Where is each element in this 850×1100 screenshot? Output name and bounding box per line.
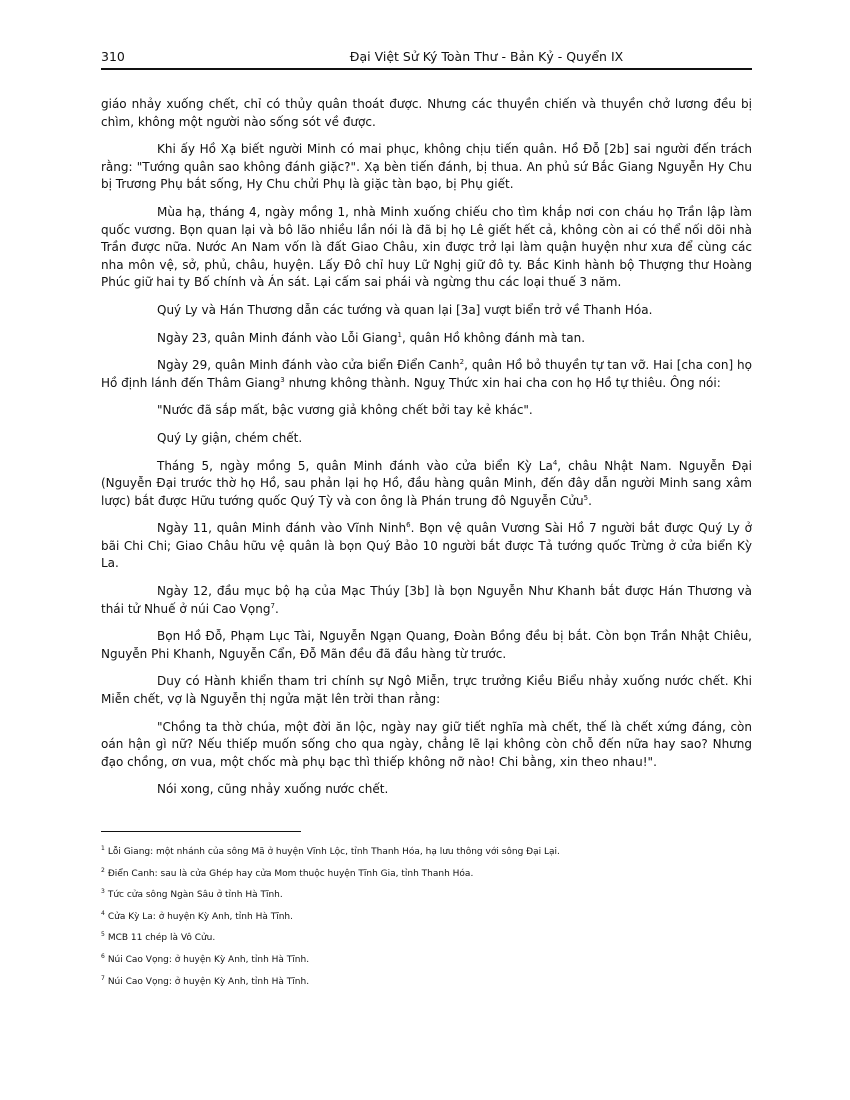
- footnote: [101, 976, 752, 989]
- footnote-ref[interactable]: 2: [459, 358, 465, 367]
- footnote-number: 2: [101, 866, 105, 874]
- footnote-number: 5: [101, 931, 105, 939]
- paragraph-text: Nói xong, cũng nhảy xuống nước chết.: [157, 782, 389, 797]
- footnote-ref[interactable]: 7: [270, 601, 275, 610]
- quote-text: "Chồng ta thờ chúa, một đời ăn lộc, ngày nay giữ tiết nghĩa mà chết, thế là chết xứng đáng, còn oán hận gì nữ? Nếu thiếp muốn sống cho qua ngày, chẳng lẽ lại không còn chỗ đến nữa hay sao? Nhưng đạo chồng, ơn vua, một chốc mà phụ bạc thì thiếp không nỡ nào! Chi bằng, xin theo nhau!".: [101, 719, 752, 769]
- paragraph: [101, 302, 752, 320]
- footnote-text: Cửa Kỳ La: ở huyện Kỳ Anh, tỉnh Hà Tĩnh.: [107, 911, 293, 922]
- paragraph-text: . Bọn vệ quân Vương Sài Hồ 7 người bắt được Quý Ly ở bãi Chi Chi; Giao Châu hữu vệ quân là bọn Quý Bảo 10 người bắt được Tả tướng quốc Trừng ở cửa biển Kỳ La.: [101, 521, 753, 571]
- footnote-text: Lỗi Giang: một nhánh của sông Mã ở huyện Vĩnh Lộc, tỉnh Thanh Hóa, hạ lưu thông với sông Đại Lại.: [107, 847, 560, 857]
- footnote-ref[interactable]: 5: [583, 493, 589, 502]
- paragraph: [101, 520, 752, 573]
- footnote-number: 6: [101, 952, 105, 960]
- paragraph-text: Ngày 23, quân Minh đánh vào Lỗi Giang: [157, 330, 398, 345]
- paragraph-text: Ngày 12, đầu mục bộ hạ của Mạc Thúy [3b] là bọn Nguyễn Như Khanh bắt được Hán Thương và thái tử Nhuế ở núi Cao Vọng: [101, 584, 752, 616]
- footnote: [101, 846, 752, 859]
- paragraph-text: Quý Ly và Hán Thương dẫn các tướng và quan lại [3a] vượt biển trở về Thanh Hóa.: [157, 302, 653, 317]
- footnote-text: MCB 11 chép là Vô Cửu.: [107, 933, 216, 944]
- paragraph-text: Tháng 5, ngày mồng 5, quân Minh đánh vào cửa biển Kỳ La: [157, 458, 553, 473]
- paragraph: [101, 628, 752, 663]
- paragraph-text: , châu Nhật Nam. Nguyễn Đại (Nguyễn Đại trước thờ họ Hồ, sau phản lại họ Hồ, đầu hàng quân Minh, đến đây dẫn người Minh sang xâm lược) bắt được Hữu tướng quốc Quý Tỳ và con ông là Phán trung đô Nguyễn Cửu: [101, 458, 752, 508]
- paragraph-text: giáo nhảy xuống chết, chỉ có thủy quân thoát được. Nhưng các thuyền chiến và thuyền chở lương đều bị chìm, không một người nào sống sót về được.: [101, 97, 752, 129]
- document-page: [101, 0, 752, 1100]
- paragraph-text: Duy có Hành khiển tham tri chính sự Ngô Miễn, trực trưởng Kiều Biểu nhảy xuống nước chết. Khi Miễn chết, vợ là Nguyễn thị ngửa mặt lên trời than rằng:: [101, 674, 752, 707]
- footnote-number: 3: [101, 888, 105, 896]
- footnote-ref[interactable]: 1: [397, 330, 402, 339]
- paragraph: [101, 330, 752, 348]
- paragraph: [101, 96, 752, 131]
- paragraph: [101, 583, 752, 618]
- body-text: [101, 96, 752, 809]
- footnote: [101, 889, 752, 902]
- footnote: [101, 954, 752, 967]
- paragraph-text: , quân Hồ không đánh mà tan.: [401, 330, 586, 345]
- footnote-ref[interactable]: 6: [406, 521, 411, 530]
- footnote-text: Tức cửa sông Ngàn Sâu ở tỉnh Hà Tĩnh.: [107, 890, 283, 901]
- page-number: 310: [101, 49, 125, 64]
- paragraph-text: .: [274, 601, 279, 616]
- paragraph: [101, 430, 752, 448]
- quote: [101, 719, 752, 772]
- paragraph-text: , quân Hồ bỏ thuyền tự tan vỡ. Hai [cha con] họ Hồ định lánh đến Thâm Giang: [101, 358, 752, 390]
- paragraph: [101, 458, 752, 511]
- quote: [101, 402, 752, 420]
- footnote-number: 1: [101, 845, 105, 852]
- footnote-ref[interactable]: 4: [552, 458, 558, 467]
- paragraph-text: Bọn Hồ Đỗ, Phạm Lục Tài, Nguyễn Ngạn Quang, Đoàn Bồng đều bị bắt. Còn bọn Trần Nhật Chiêu, Nguyễn Phi Khanh, Nguyễn Cẩn, Đỗ Mãn đều đã đầu hàng từ trước.: [101, 629, 752, 661]
- paragraph: [101, 673, 752, 708]
- footnote-number: 7: [101, 974, 105, 982]
- paragraph-text: Ngày 29, quân Minh đánh vào cửa biển Điển Canh: [157, 358, 460, 373]
- paragraph: [101, 204, 752, 292]
- footnote-text: Núi Cao Vọng: ở huyện Kỳ Anh, tỉnh Hà Tĩnh.: [107, 976, 310, 987]
- paragraph-text: .: [588, 493, 592, 508]
- paragraph: [101, 357, 752, 392]
- running-title: Đại Việt Sử Ký Toàn Thư - Bản Kỷ - Quyển IX: [349, 49, 624, 64]
- quote-text: "Nước đã sắp mất, bậc vương giả không chết bởi tay kẻ khác".: [157, 403, 533, 418]
- paragraph-text: nhưng không thành. Nguỵ Thức xin hai cha con họ Hồ tự thiêu. Ông nói:: [284, 375, 721, 390]
- paragraph: [101, 781, 752, 799]
- paragraph-text: Ngày 11, quân Minh đánh vào Vĩnh Ninh: [157, 521, 407, 536]
- paragraph-text: Khi ấy Hồ Xạ biết người Minh có mai phục, không chịu tiến quân. Hồ Đỗ [2b] sai người đến trách rằng: "Tướng quân sao không đánh giặc?". Xạ bèn tiến đánh, bị thua. An phủ sứ Bắc Giang Nguyễn Hy Chu bị Trương Phụ bắt sống, Hy Chu chửi Phụ là giặc tàn bạo, bị Phụ giết.: [101, 142, 752, 192]
- paragraph-text: Mùa hạ, tháng 4, ngày mồng 1, nhà Minh xuống chiếu cho tìm khắp nơi con cháu họ Trần lập làm quốc vương. Bọn quan lại và bô lão nhiều lần nói là đã bị họ Lê giết hết cả, không còn ai có thể nối dõi nhà Trần được nữa. Nước An Nam vốn là đất Giao Châu, xin được trở lại làm quận huyện như xưa để cùng các nha môn vệ, sở, phủ, châu, huyện. Lấy Đô chỉ huy Lữ Nghị giữ đô ty. Bắc Kinh hành bộ Thượng thư Hoàng Phúc giữ hai ty Bố chính và Án sát. Lại cấm sai phái và ngừng thu các loại thuế 3 năm.: [101, 204, 752, 290]
- header-rule: [101, 68, 752, 70]
- footnotes: [101, 846, 752, 997]
- footnote-number: 4: [101, 909, 105, 917]
- footnote: [101, 868, 752, 881]
- footnote-ref[interactable]: 3: [280, 375, 285, 384]
- footnote-separator: [101, 831, 301, 832]
- footnote-text: Điển Canh: sau là cửa Ghép hay cửa Mom thuộc huyện Tĩnh Gia, tỉnh Thanh Hóa.: [107, 868, 474, 879]
- page-header: [101, 49, 752, 69]
- paragraph-text: Quý Ly giận, chém chết.: [157, 430, 303, 445]
- footnote: [101, 911, 752, 924]
- paragraph: [101, 141, 752, 194]
- footnote: [101, 932, 752, 945]
- footnote-text: Núi Cao Vọng: ở huyện Kỳ Anh, tỉnh Hà Tĩnh.: [107, 954, 310, 965]
